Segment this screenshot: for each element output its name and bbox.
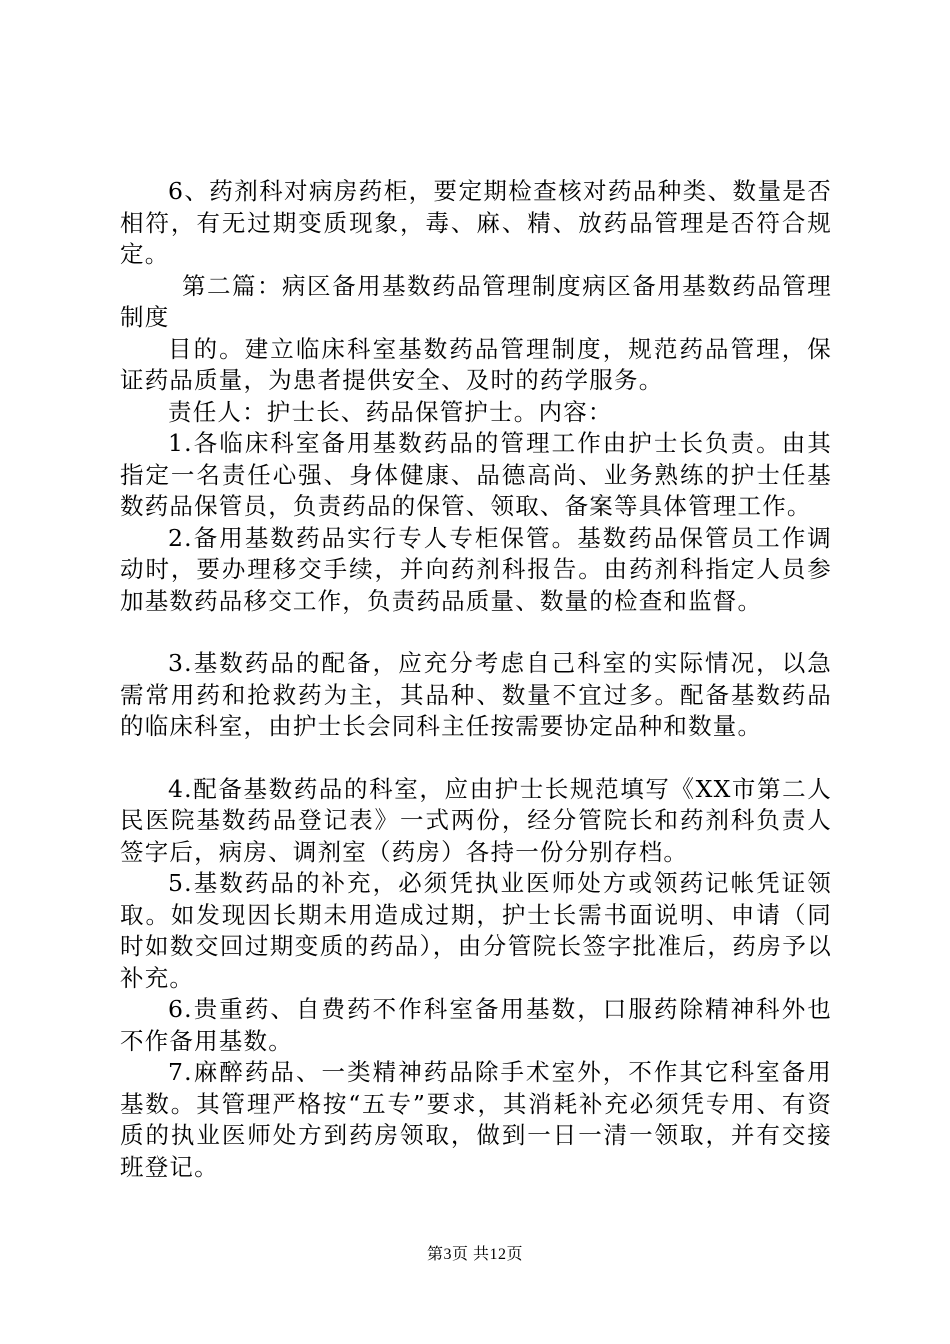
section-heading: 第二篇：病区备用基数药品管理制度病区备用基数药品管理制度: [120, 271, 832, 331]
paragraph-responsible-person: 责任人：护士长、药品保管护士。内容：: [168, 397, 613, 426]
page-number-footer: 第3页 共12页: [426, 1246, 523, 1263]
paragraph-rule-3: 3.基数药品的配备，应充分考虑自己科室的实际情况，以急需常用药和抢救药为主，其品种、数量不宜过多。配备基数药品的临床科室，由护士长会同科主任按需要协定品种和数量。: [120, 649, 832, 740]
paragraph-purpose: 目的。建立临床科室基数药品管理制度，规范药品管理，保证药品质量，为患者提供安全、及时的药学服务。: [120, 334, 832, 394]
paragraph-item-6-cabinet-check: 6、药剂科对病房药柜，要定期检查核对药品种类、数量是否相符，有无过期变质现象，毒、麻、精、放药品管理是否符合规定。: [120, 177, 832, 268]
paragraph-rule-5: 5.基数药品的补充，必须凭执业医师处方或领药记帐凭证领取。如发现因长期未用造成过期，护士长需书面说明、申请（同时如数交回过期变质的药品），由分管院长签字批准后，药房予以补充。: [120, 869, 832, 992]
paragraph-rule-6: 6.贵重药、自费药不作科室备用基数，口服药除精神科外也不作备用基数。: [120, 995, 832, 1055]
paragraph-rule-4: 4.配备基数药品的科室，应由护士长规范填写《XX市第二人民医院基数药品登记表》一式两份，经分管院长和药剂科负责人签字后，病房、调剂室（药房）各持一份分别存档。: [120, 774, 832, 866]
paragraph-rule-7: 7.麻醉药品、一类精神药品除手术室外，不作其它科室备用基数。其管理严格按“五专”要求，其消耗补充必须凭专用、有资质的执业医师处方到药房领取，做到一日一清一领取，并有交接班登记。: [120, 1058, 832, 1181]
document-body: [120, 176, 832, 1183]
paragraph-rule-1: 1.各临床科室备用基数药品的管理工作由护士长负责。由其指定一名责任心强、身体健康、品德高尚、业务熟练的护士任基数药品保管员，负责药品的保管、领取、备案等具体管理工作。: [120, 429, 832, 520]
paragraph-rule-2: 2.备用基数药品实行专人专柜保管。基数药品保管员工作调动时，要办理移交手续，并向药剂科报告。由药剂科指定人员参加基数药品移交工作，负责药品质量、数量的检查和监督。: [120, 523, 832, 615]
